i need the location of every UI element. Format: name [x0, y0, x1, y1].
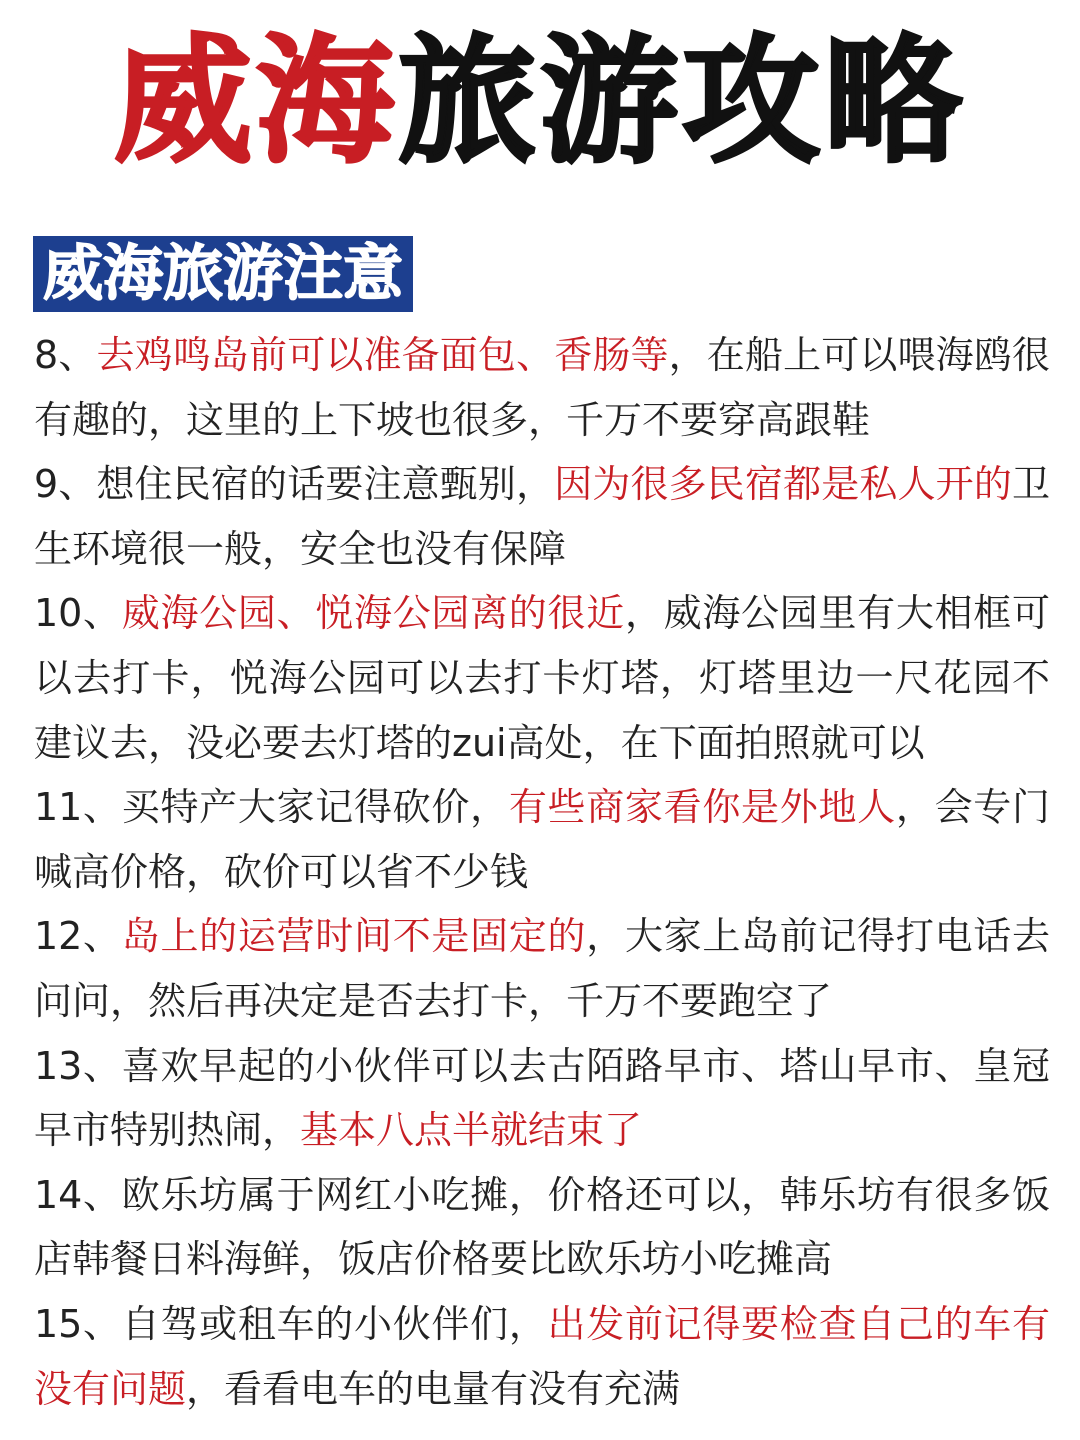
- tip-item-14: [34, 1163, 1050, 1292]
- tip-text: 卫生环境很一般，安全也没有保障: [34, 462, 1050, 571]
- tip-text: 13、喜欢早起的小伙伴可以去古陌路早市、塔山早市、皇冠早市特别热闹，: [34, 1043, 1050, 1153]
- tip-text: 8、: [34, 333, 97, 377]
- tip-item-11: [34, 775, 1050, 904]
- tip-item-12: [34, 904, 1050, 1033]
- tip-highlight: 岛上的运营时间不是固定的: [121, 914, 587, 959]
- tip-highlight: 因为很多民宿都是私人开的: [554, 462, 1012, 507]
- tip-item-15: [34, 1292, 1050, 1421]
- tip-text: ，会专门喊高价格，砍价可以省不少钱: [34, 785, 1050, 894]
- tip-text: ，在船上可以喂海鸥很有趣的，这里的上下坡也很多，千万不要穿高跟鞋: [34, 333, 1050, 442]
- tips-list: [34, 323, 1050, 1421]
- section-header: 威海旅游注意: [33, 236, 413, 312]
- tip-text: 15、自驾或租车的小伙伴们，: [34, 1301, 548, 1346]
- tip-text: 14、欧乐坊属于网红小吃摊，价格还可以，韩乐坊有很多饭店韩餐日料海鲜，饭店价格要比欧乐坊小吃摊高: [34, 1172, 1050, 1282]
- page-title: [0, 18, 1080, 186]
- tip-text: ，大家上岛前记得打电话去问问，然后再决定是否去打卡，千万不要跑空了: [34, 914, 1050, 1023]
- tip-item-8: [34, 323, 1050, 452]
- tip-text: 11、买特产大家记得砍价，: [34, 785, 509, 830]
- title-city: 威海: [113, 21, 398, 182]
- tip-text: 12、: [34, 914, 122, 959]
- tip-text: ，看看电车的电量有没有充满: [186, 1366, 681, 1411]
- tip-highlight: 出发前记得要检查自己的车有没有问题: [34, 1301, 1050, 1411]
- tip-highlight: 去鸡鸣岛前可以准备面包、香肠等: [96, 333, 669, 377]
- tip-highlight: 基本八点半就结束了: [300, 1108, 643, 1153]
- tip-text: 9、想住民宿的话要注意甄别，: [34, 462, 555, 507]
- tip-text: 10、: [34, 591, 122, 636]
- tip-item-13: [34, 1034, 1050, 1163]
- tip-highlight: 有些商家看你是外地人: [508, 785, 896, 830]
- title-guide: 旅游攻略: [398, 21, 967, 182]
- tip-highlight: 威海公园、悦海公园离的很近: [121, 591, 625, 636]
- tip-item-9: [34, 452, 1050, 581]
- tip-text: ，威海公园里有大相框可以去打卡，悦海公园可以去打卡灯塔，灯塔里边一尺花园不建议去，没必要去灯塔的zui高处，在下面拍照就可以: [34, 591, 1050, 765]
- tip-item-10: [34, 581, 1050, 775]
